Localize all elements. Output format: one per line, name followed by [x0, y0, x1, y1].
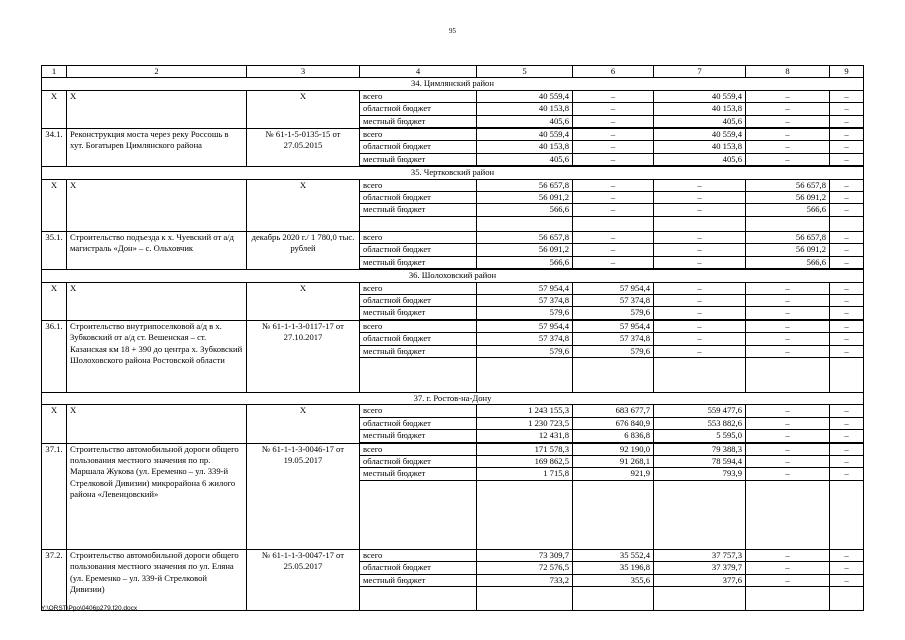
amount-cell: –	[654, 307, 746, 319]
amount-cell: 553 882,6	[654, 417, 746, 429]
document-ref: Х	[247, 282, 360, 320]
amount-cell: –	[746, 468, 830, 480]
amount-cell: –	[573, 192, 654, 204]
row-number: Х	[42, 179, 67, 231]
amount-cell: –	[830, 129, 864, 141]
amount-cell: 566,6	[477, 204, 573, 216]
amount-cell: –	[830, 90, 864, 102]
amount-cell: –	[830, 549, 864, 561]
amount-cell: 40 153,8	[477, 141, 573, 153]
row-number: 36.1.	[42, 320, 67, 392]
amount-cell: –	[654, 294, 746, 306]
amount-cell: 56 657,8	[746, 231, 830, 243]
amount-cell: –	[746, 141, 830, 153]
amount-cell: 56 657,8	[477, 179, 573, 191]
amount-cell: –	[654, 256, 746, 268]
budget-source-label: областной бюджет	[360, 141, 477, 153]
amount-cell: –	[830, 103, 864, 115]
amount-cell: –	[746, 345, 830, 357]
amount-cell: 793,9	[654, 468, 746, 480]
empty-cell	[360, 357, 477, 392]
column-number: 2	[67, 66, 247, 78]
amount-cell: –	[573, 141, 654, 153]
object-name: Строительство автомобильной дороги общего пользования местного значения по ул. Еляна (ул. Еременко – ул. 339-й Стрелковой Дивизии)	[67, 549, 247, 610]
amount-cell: –	[830, 192, 864, 204]
row-number: 35.1.	[42, 231, 67, 269]
amount-cell: –	[830, 405, 864, 417]
table-row	[42, 231, 864, 243]
empty-cell	[830, 357, 864, 392]
amount-cell: 40 153,8	[654, 141, 746, 153]
budget-source-label: всего	[360, 179, 477, 191]
table-row	[42, 179, 864, 191]
row-number: Х	[42, 282, 67, 320]
amount-cell: 405,6	[654, 153, 746, 165]
object-name: Х	[67, 90, 247, 128]
amount-cell: 40 559,4	[654, 90, 746, 102]
empty-cell	[573, 587, 654, 611]
budget-source-label: всего	[360, 549, 477, 561]
empty-cell	[654, 587, 746, 611]
amount-cell: 6 836,8	[573, 430, 654, 442]
document-ref: № 61-1-5-0135-15 от 27.05.2015	[247, 129, 360, 167]
table-row	[42, 320, 864, 332]
table-row	[42, 129, 864, 141]
amount-cell: 35 552,4	[573, 549, 654, 561]
empty-cell	[477, 480, 573, 549]
empty-cell	[477, 587, 573, 611]
amount-cell: –	[830, 294, 864, 306]
empty-cell	[573, 357, 654, 392]
amount-cell: –	[573, 115, 654, 127]
amount-cell: 1 230 723,5	[477, 417, 573, 429]
amount-cell: –	[746, 405, 830, 417]
amount-cell: –	[746, 333, 830, 345]
section-header-row	[42, 78, 864, 90]
document-ref: декабрь 2020 г./ 1 780,0 тыс. рублей	[247, 231, 360, 269]
budget-source-label: местный бюджет	[360, 468, 477, 480]
budget-source-label: всего	[360, 405, 477, 417]
budget-source-label: областной бюджет	[360, 103, 477, 115]
document-ref: Х	[247, 179, 360, 231]
empty-cell	[477, 216, 573, 231]
amount-cell: 91 268,1	[573, 455, 654, 467]
budget-source-label: местный бюджет	[360, 204, 477, 216]
amount-cell: 40 153,8	[654, 103, 746, 115]
budget-source-label: областной бюджет	[360, 455, 477, 467]
amount-cell: 40 153,8	[477, 103, 573, 115]
amount-cell: 377,6	[654, 574, 746, 586]
amount-cell: –	[746, 90, 830, 102]
amount-cell: 1 243 155,3	[477, 405, 573, 417]
amount-cell: –	[746, 430, 830, 442]
amount-cell: –	[830, 345, 864, 357]
section-title: 36. Шолоховский район	[42, 270, 864, 282]
budget-source-label: областной бюджет	[360, 333, 477, 345]
amount-cell: –	[830, 153, 864, 165]
amount-cell: 57 954,4	[573, 320, 654, 332]
amount-cell: 37 379,7	[654, 562, 746, 574]
section-title: 34. Цимлянский район	[42, 78, 864, 90]
amount-cell: –	[573, 244, 654, 256]
table-row	[42, 405, 864, 417]
amount-cell: –	[654, 204, 746, 216]
amount-cell: 92 190,0	[573, 443, 654, 455]
amount-cell: –	[654, 345, 746, 357]
amount-cell: –	[654, 244, 746, 256]
amount-cell: 566,6	[746, 204, 830, 216]
page-number: 95	[449, 27, 456, 35]
amount-cell: –	[830, 430, 864, 442]
column-number: 6	[573, 66, 654, 78]
budget-source-label: всего	[360, 231, 477, 243]
amount-cell: 78 594,4	[654, 455, 746, 467]
empty-cell	[654, 216, 746, 231]
budget-source-label: местный бюджет	[360, 574, 477, 586]
amount-cell: 405,6	[477, 153, 573, 165]
amount-cell: 733,2	[477, 574, 573, 586]
empty-cell	[746, 587, 830, 611]
empty-cell	[573, 480, 654, 549]
budget-table	[41, 65, 864, 611]
amount-cell: –	[746, 443, 830, 455]
amount-cell: –	[830, 231, 864, 243]
amount-cell: 40 559,4	[654, 129, 746, 141]
section-header-row	[42, 270, 864, 282]
budget-source-label: областной бюджет	[360, 192, 477, 204]
section-header-row	[42, 392, 864, 404]
empty-cell	[360, 587, 477, 611]
amount-cell: –	[573, 129, 654, 141]
object-name: Строительство подъезда к х. Чуевский от а/д магистраль «Дон» – с. Ольховчик	[67, 231, 247, 269]
amount-cell: 579,6	[573, 345, 654, 357]
amount-cell: 56 091,2	[477, 244, 573, 256]
empty-cell	[654, 480, 746, 549]
empty-cell	[573, 216, 654, 231]
amount-cell: –	[830, 244, 864, 256]
section-header-row	[42, 167, 864, 179]
budget-source-label: всего	[360, 129, 477, 141]
amount-cell: –	[573, 153, 654, 165]
amount-cell: 683 677,7	[573, 405, 654, 417]
section-title: 35. Чертковский район	[42, 167, 864, 179]
empty-cell	[830, 216, 864, 231]
amount-cell: –	[746, 574, 830, 586]
budget-source-label: местный бюджет	[360, 430, 477, 442]
amount-cell: 171 578,3	[477, 443, 573, 455]
amount-cell: 40 559,4	[477, 129, 573, 141]
amount-cell: 579,6	[573, 307, 654, 319]
table-row	[42, 549, 864, 561]
row-number: 37.1.	[42, 443, 67, 549]
amount-cell: –	[830, 204, 864, 216]
amount-cell: –	[830, 417, 864, 429]
amount-cell: –	[654, 320, 746, 332]
amount-cell: –	[746, 320, 830, 332]
amount-cell: –	[830, 562, 864, 574]
row-number: Х	[42, 405, 67, 443]
amount-cell: 57 374,8	[477, 333, 573, 345]
amount-cell: 921,9	[573, 468, 654, 480]
amount-cell: 169 862,5	[477, 455, 573, 467]
document-ref: № 61-1-1-3-0046-17 от 19.05.2017	[247, 443, 360, 549]
column-number: 1	[42, 66, 67, 78]
document-ref: Х	[247, 90, 360, 128]
empty-cell	[746, 480, 830, 549]
amount-cell: –	[746, 153, 830, 165]
empty-cell	[654, 357, 746, 392]
object-name: Х	[67, 405, 247, 443]
column-number: 9	[830, 66, 864, 78]
budget-source-label: местный бюджет	[360, 153, 477, 165]
empty-cell	[477, 357, 573, 392]
amount-cell: –	[654, 282, 746, 294]
amount-cell: 12 431,8	[477, 430, 573, 442]
amount-cell: 57 374,8	[573, 333, 654, 345]
amount-cell: –	[830, 282, 864, 294]
amount-cell: –	[830, 468, 864, 480]
budget-source-label: местный бюджет	[360, 256, 477, 268]
amount-cell: 72 576,5	[477, 562, 573, 574]
amount-cell: 676 840,9	[573, 417, 654, 429]
empty-cell	[746, 357, 830, 392]
amount-cell: –	[830, 141, 864, 153]
amount-cell: 79 388,3	[654, 443, 746, 455]
empty-cell	[360, 480, 477, 549]
amount-cell: 40 559,4	[477, 90, 573, 102]
amount-cell: –	[830, 574, 864, 586]
amount-cell: 566,6	[477, 256, 573, 268]
row-number: 37.2.	[42, 549, 67, 610]
amount-cell: 566,6	[746, 256, 830, 268]
amount-cell: 56 657,8	[746, 179, 830, 191]
amount-cell: 35 196,8	[573, 562, 654, 574]
object-name: Х	[67, 179, 247, 231]
budget-source-label: всего	[360, 282, 477, 294]
amount-cell: 5 595,0	[654, 430, 746, 442]
amount-cell: –	[830, 307, 864, 319]
amount-cell: –	[830, 256, 864, 268]
empty-cell	[830, 587, 864, 611]
amount-cell: –	[746, 294, 830, 306]
row-number: 34.1.	[42, 129, 67, 167]
amount-cell: –	[830, 320, 864, 332]
empty-cell	[746, 216, 830, 231]
amount-cell: 56 657,8	[477, 231, 573, 243]
amount-cell: –	[746, 549, 830, 561]
document-ref: № 61-1-1-3-0047-17 от 25.05.2017	[247, 549, 360, 610]
budget-source-label: областной бюджет	[360, 244, 477, 256]
amount-cell: –	[746, 282, 830, 294]
amount-cell: –	[573, 179, 654, 191]
empty-cell	[830, 480, 864, 549]
amount-cell: –	[830, 179, 864, 191]
table-row	[42, 443, 864, 455]
amount-cell: 405,6	[477, 115, 573, 127]
amount-cell: 579,6	[477, 307, 573, 319]
budget-source-label: областной бюджет	[360, 562, 477, 574]
section-title: 37. г. Ростов-на-Дону	[42, 392, 864, 404]
object-name: Реконструкция моста через реку Россошь в хут. Богатырев Цимлянского района	[67, 129, 247, 167]
amount-cell: –	[573, 103, 654, 115]
amount-cell: 559 477,6	[654, 405, 746, 417]
amount-cell: 355,6	[573, 574, 654, 586]
amount-cell: –	[830, 333, 864, 345]
amount-cell: –	[654, 231, 746, 243]
amount-cell: –	[573, 204, 654, 216]
budget-source-label: местный бюджет	[360, 345, 477, 357]
amount-cell: 56 091,2	[477, 192, 573, 204]
object-name: Строительство внутрипоселковой а/д в х. Зубковский от а/д ст. Вешенская – ст. Казанская км 18 + 390 до центра х. Зубковский Шолоховского района Ростовской области	[67, 320, 247, 392]
document-ref: Х	[247, 405, 360, 443]
column-number: 8	[746, 66, 830, 78]
amount-cell: –	[830, 443, 864, 455]
amount-cell: –	[746, 417, 830, 429]
amount-cell: –	[830, 455, 864, 467]
amount-cell: 57 374,8	[573, 294, 654, 306]
amount-cell: –	[654, 192, 746, 204]
budget-source-label: местный бюджет	[360, 115, 477, 127]
amount-cell: 56 091,2	[746, 192, 830, 204]
table-row	[42, 90, 864, 102]
amount-cell: 57 374,8	[477, 294, 573, 306]
amount-cell: –	[573, 231, 654, 243]
budget-source-label: всего	[360, 90, 477, 102]
budget-source-label: всего	[360, 443, 477, 455]
amount-cell: 56 091,2	[746, 244, 830, 256]
object-name: Строительство автомобильной дороги общего пользования местного значения по пр. Маршала Жукова (ул. Еременко – ул. 339-й Стрелковой Дивизии) микрорайона 6 жилого района «Левенцовский»	[67, 443, 247, 549]
empty-cell	[360, 216, 477, 231]
amount-cell: –	[654, 179, 746, 191]
table-row	[42, 282, 864, 294]
amount-cell: –	[573, 256, 654, 268]
column-number: 4	[360, 66, 477, 78]
amount-cell: 73 309,7	[477, 549, 573, 561]
amount-cell: 405,6	[654, 115, 746, 127]
amount-cell: –	[746, 103, 830, 115]
amount-cell: 579,6	[477, 345, 573, 357]
budget-source-label: всего	[360, 320, 477, 332]
amount-cell: 37 757,3	[654, 549, 746, 561]
column-number: 5	[477, 66, 573, 78]
amount-cell: 57 954,4	[573, 282, 654, 294]
amount-cell: –	[573, 90, 654, 102]
amount-cell: –	[746, 455, 830, 467]
column-number: 3	[247, 66, 360, 78]
budget-source-label: областной бюджет	[360, 417, 477, 429]
column-number: 7	[654, 66, 746, 78]
amount-cell: 57 954,4	[477, 282, 573, 294]
amount-cell: –	[746, 129, 830, 141]
column-number-row	[42, 66, 864, 78]
amount-cell: –	[746, 562, 830, 574]
amount-cell: –	[746, 115, 830, 127]
file-path-footer: Y:\ORST\Ppo\0406p279.f20.docx	[41, 605, 138, 612]
amount-cell: 57 954,4	[477, 320, 573, 332]
budget-source-label: местный бюджет	[360, 307, 477, 319]
amount-cell: 1 715,8	[477, 468, 573, 480]
document-ref: № 61-1-1-3-0117-17 от 27.10.2017	[247, 320, 360, 392]
object-name: Х	[67, 282, 247, 320]
budget-source-label: областной бюджет	[360, 294, 477, 306]
amount-cell: –	[746, 307, 830, 319]
row-number: Х	[42, 90, 67, 128]
amount-cell: –	[654, 333, 746, 345]
amount-cell: –	[830, 115, 864, 127]
